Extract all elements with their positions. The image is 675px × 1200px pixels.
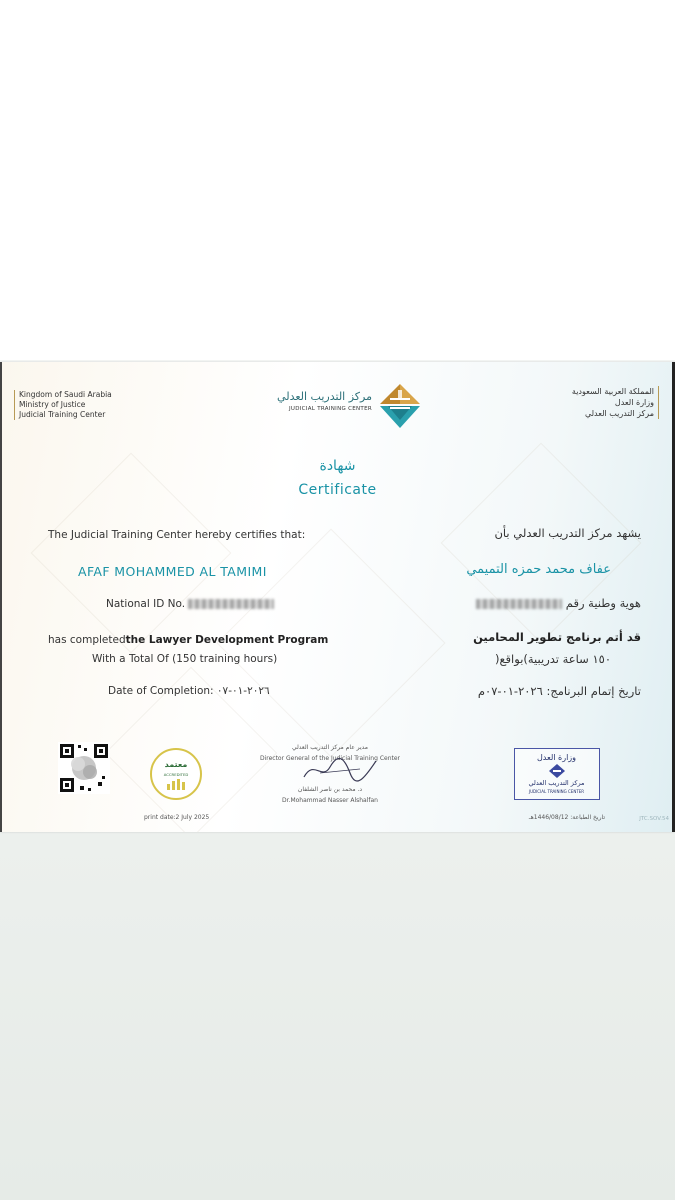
qr-code (58, 742, 110, 794)
qr-code-icon (58, 742, 110, 794)
completion-date-ar (478, 684, 641, 698)
logo-text-ar: مركز التدريب العدلي (277, 390, 372, 403)
left-edge (0, 362, 2, 832)
accredited-text-en: ACCREDITED (163, 772, 189, 777)
certificate (0, 362, 675, 832)
ministry-stamp (514, 748, 600, 800)
national-id-en (106, 598, 274, 610)
signatory-title-ar: مدير عام مركز التدريب العدلي (291, 744, 369, 751)
signatory-name-en: Dr.Mohammad Nasser Alshalfan (282, 797, 378, 804)
date-label-ar: تاريخ إتمام البرنامج: (546, 684, 641, 698)
training-hours-ar: ١٥٠ ساعة تدريبية)بواقع( (494, 652, 611, 666)
completion-date-en (108, 685, 270, 697)
national-id-redacted (188, 599, 274, 609)
header-left (14, 390, 112, 420)
completed-line-en (48, 634, 328, 646)
header-left-line: Ministry of Justice (19, 400, 86, 409)
print-date-ar: تاريخ الطباعة: 1446/08/12هـ (528, 814, 605, 821)
accredited-seal (150, 748, 202, 800)
jtc-logo (268, 382, 428, 432)
date-value-en: ٢٠٢٦-٠١-٠٧ (216, 685, 270, 697)
title-en: Certificate (298, 482, 377, 498)
header-right-line: مركز التدريب العدلي (584, 409, 654, 418)
logo-text-en: JUDICIAL TRAINING CENTER (288, 406, 372, 412)
document-code: JTC.SOV.54 (639, 816, 669, 822)
completed-prefix-en: has completed (48, 634, 126, 646)
signatory-title-en: Director General of the Judicial Training Center (259, 755, 401, 762)
header-left-line: Judicial Training Center (19, 410, 106, 419)
program-name-en: the Lawyer Development Program (125, 634, 329, 646)
date-value-ar: ٢٠٢٦-٠١-٠٧م (477, 684, 543, 698)
signatory-name-ar: د. محمد بن ناصر الشلفان (297, 786, 363, 793)
print-date-en: print date:2 July 2025 (144, 814, 210, 821)
accredited-bars-icon (166, 778, 186, 790)
header-right-line: وزارة العدل (614, 398, 654, 407)
program-name-ar: قد أتم برنامج تطوير المحامين (473, 630, 641, 644)
stamp-line1: وزارة العدل (536, 753, 577, 762)
header-right (572, 386, 659, 419)
national-id-label-en: National ID No. (106, 598, 186, 610)
national-id-label-ar: هوية وطنية رقم (565, 596, 641, 610)
header-left-line: Kingdom of Saudi Arabia (19, 390, 112, 399)
stamp-line2: مركز التدريب العدلي (528, 779, 585, 787)
header-right-line: المملكة العربية السعودية (571, 387, 654, 396)
training-hours-en: With a Total Of (150 training hours) (92, 653, 278, 665)
recipient-name-en: AFAF MOHAMMED AL TAMIMI (78, 564, 267, 579)
certifies-text-ar: يشهد مركز التدريب العدلي بأن (494, 526, 641, 540)
accredited-text-ar: معتمد (164, 760, 188, 769)
national-id-ar (476, 596, 641, 610)
stamp-line3: JUDICIAL TRAINING CENTER (528, 789, 585, 794)
national-id-redacted (476, 599, 562, 609)
recipient-name-ar: عفاف محمد حمزه التميمي (466, 562, 611, 577)
certifies-text-en: The Judicial Training Center hereby certifies that: (48, 529, 306, 541)
date-label-en: Date of Completion: (108, 685, 214, 697)
jtc-emblem-icon (376, 382, 424, 430)
title-ar: شهادة (319, 458, 356, 474)
signature-icon (300, 755, 380, 783)
stamp-emblem-icon (549, 764, 565, 778)
